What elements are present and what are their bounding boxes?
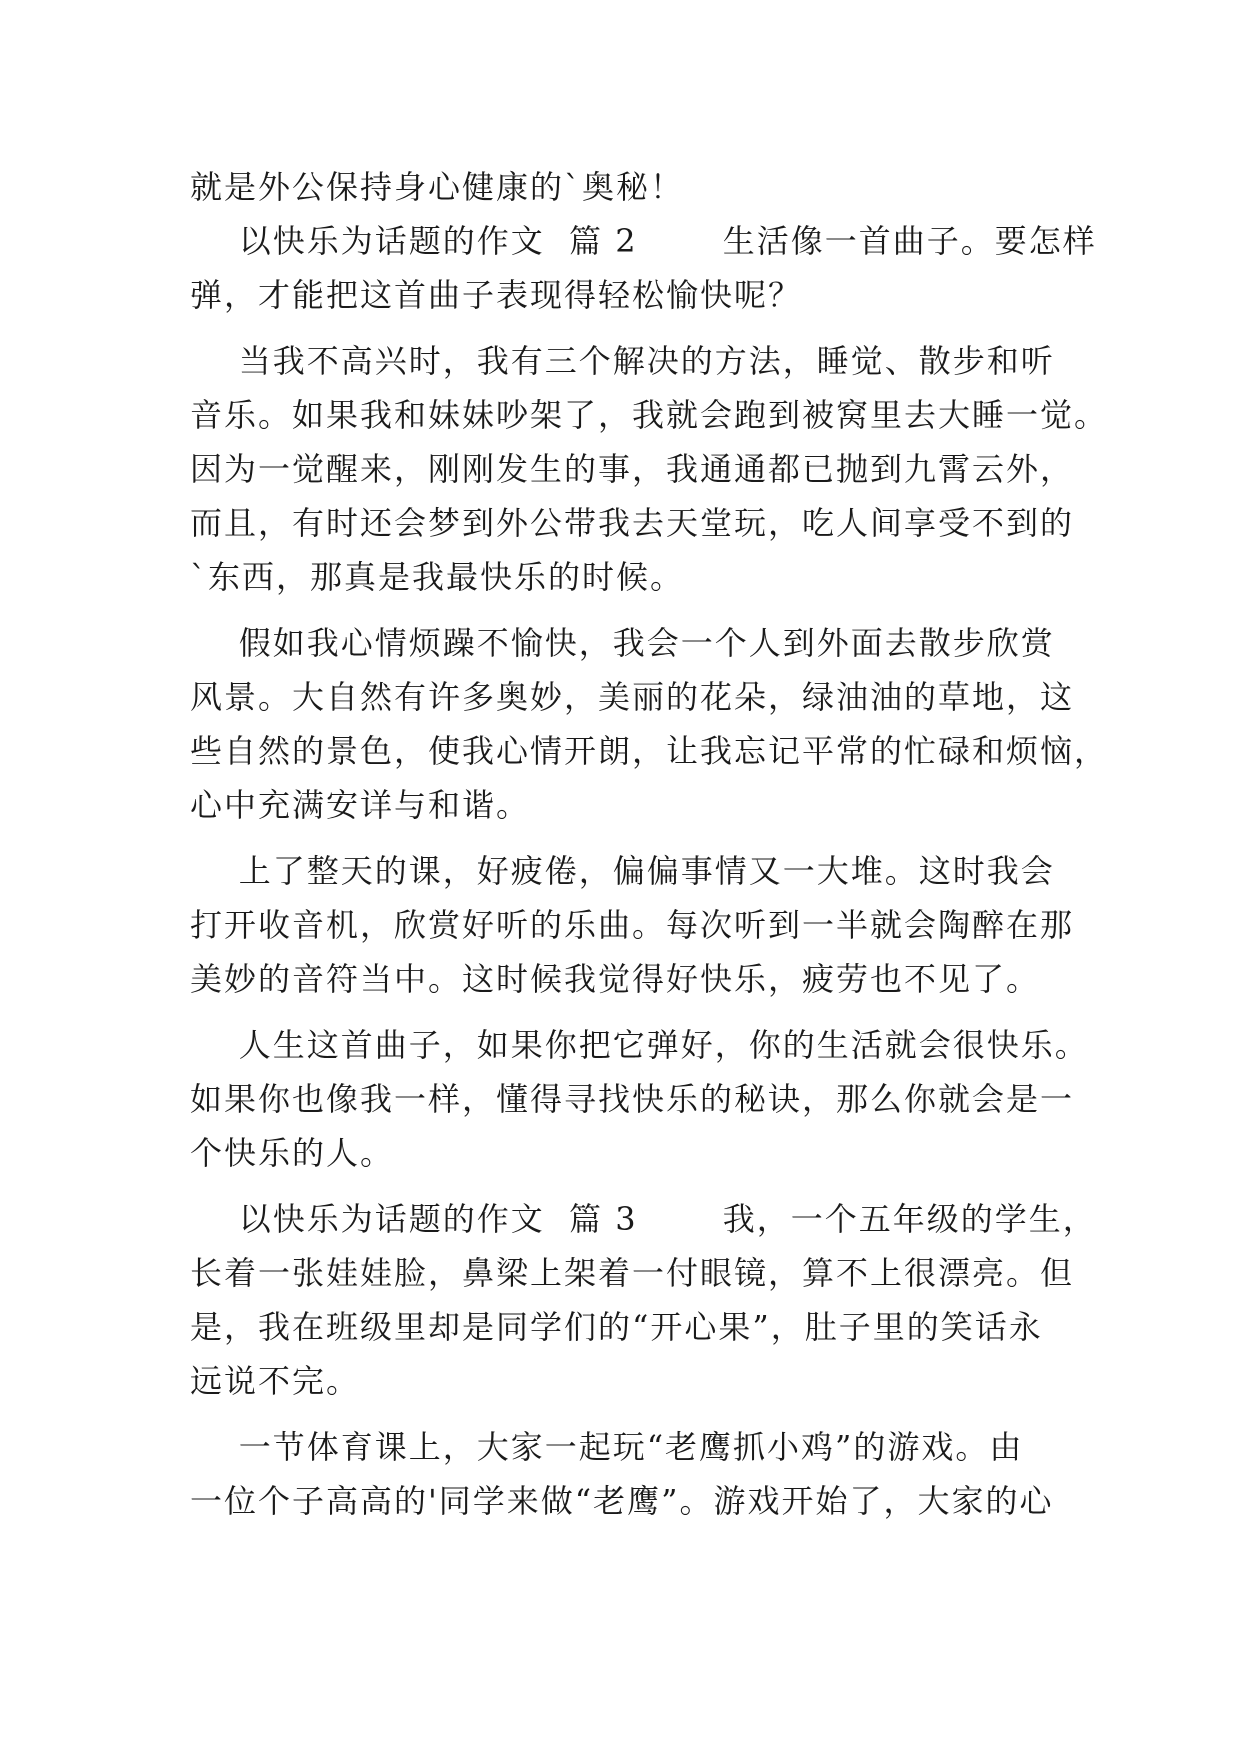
- text-line: 美妙的音符当中。这时候我觉得好快乐，疲劳也不见了。: [190, 960, 1041, 998]
- paragraph-start-line: 上了整天的课，好疲倦，偏偏事情又一大堆。这时我会: [190, 852, 1055, 890]
- text-line: 音乐。如果我和妹妹吵架了，我就会跑到被窝里去大睡一觉。: [190, 396, 1109, 434]
- text-line: 是，我在班级里却是同学们的“开心果”，肚子里的笑话永: [190, 1308, 1043, 1346]
- section-heading-line: 以快乐为话题的作文 篇 2 生活像一首曲子。要怎样: [190, 222, 1097, 260]
- text-line: 一位个子高高的'同学来做“老鹰”。游戏开始了，大家的心: [190, 1482, 1054, 1520]
- text-line: 长着一张娃娃脸，鼻梁上架着一付眼镜，算不上很漂亮。但: [190, 1254, 1075, 1292]
- text-line: 风景。大自然有许多奥妙，美丽的花朵，绿油油的草地，这: [190, 678, 1075, 716]
- text-line: 远说不完。: [190, 1362, 361, 1400]
- text-line: 个快乐的人。: [190, 1134, 395, 1172]
- text-line: 些自然的景色，使我心情开朗，让我忘记平常的忙碌和烦恼，: [190, 732, 1109, 770]
- section-heading-line: 以快乐为话题的作文 篇 3 我，一个五年级的学生，: [190, 1200, 1097, 1238]
- text-line: 而且，有时还会梦到外公带我去天堂玩，吃人间享受不到的: [190, 504, 1075, 542]
- text-line: 因为一觉醒来，刚刚发生的事，我通通都已抛到九霄云外，: [190, 450, 1075, 488]
- paragraph-start-line: 一节体育课上，大家一起玩“老鹰抓小鸡”的游戏。由: [190, 1428, 1024, 1466]
- text-line: 弹，才能把这首曲子表现得轻松愉快呢？: [190, 276, 803, 314]
- text-line: 如果你也像我一样，懂得寻找快乐的秘诀，那么你就会是一: [190, 1080, 1075, 1118]
- text-line: `东西，那真是我最快乐的时候。: [190, 558, 685, 596]
- text-line: 就是外公保持身心健康的`奥秘！: [190, 168, 685, 206]
- essay-text: [190, 160, 1109, 1528]
- text-line: 打开收音机，欣赏好听的乐曲。每次听到一半就会陶醉在那: [190, 906, 1075, 944]
- paragraph-start-line: 当我不高兴时，我有三个解决的方法，睡觉、散步和听: [190, 342, 1055, 380]
- text-line: 心中充满安详与和谐。: [190, 786, 531, 824]
- paragraph-start-line: 人生这首曲子，如果你把它弹好，你的生活就会很快乐。: [190, 1026, 1089, 1064]
- paragraph-start-line: 假如我心情烦躁不愉快，我会一个人到外面去散步欣赏: [190, 624, 1055, 662]
